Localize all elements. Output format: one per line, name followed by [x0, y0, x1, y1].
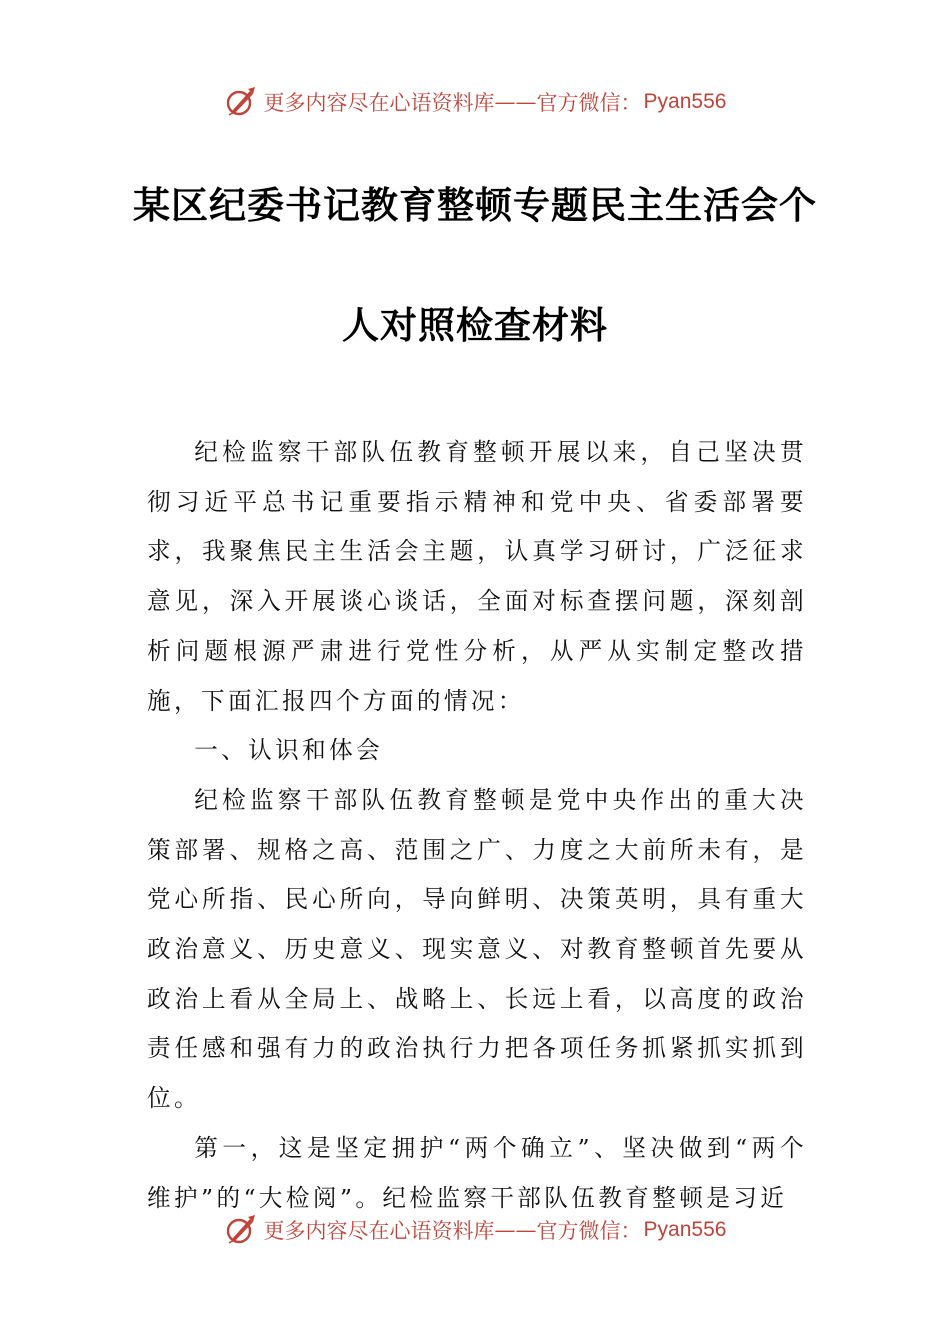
quill-logo-icon [224, 1213, 258, 1247]
watermark-label: 官方微信： [536, 1219, 642, 1243]
watermark-id: Pyan556 [643, 1218, 727, 1241]
document-body [147, 428, 807, 1223]
footer-watermark [0, 1208, 950, 1252]
section-heading-1: 一、认识和体会 [194, 736, 384, 765]
watermark-id: Pyan556 [643, 90, 727, 113]
document-title-line-1: 某区纪委书记教育整顿专题民主生活会个 [133, 183, 817, 227]
paragraph-intro: 纪检监察干部队伍教育整顿开展以来，自己坚决贯彻习近平总书记重要指示精神和党中央、省委部署要求，我聚焦民主生活会主题，认真学习研讨，广泛征求意见，深入开展谈心谈话，全面对标查摆问题，深刻剖析问题根源严肃进行党性分析，从严从实制定整改措施，下面汇报四个方面的情况： [147, 438, 807, 715]
header-watermark [0, 80, 950, 124]
watermark-dash: —— [494, 1218, 537, 1242]
watermark-dash: —— [494, 90, 537, 114]
document-title-line-2: 人对照检查材料 [342, 303, 608, 347]
watermark-main-text: 更多内容尽在心语资料库 [263, 1219, 495, 1243]
quill-logo-icon [224, 85, 258, 119]
watermark-label: 官方微信： [536, 91, 642, 115]
watermark-main-text: 更多内容尽在心语资料库 [263, 91, 495, 115]
paragraph-section-1: 纪检监察干部队伍教育整顿是党中央作出的重大决策部署、规格之高、范围之广、力度之大前所未有，是党心所指、民心所向，导向鲜明、决策英明，具有重大政治意义、历史意义、现实意义、对教育整顿首先要从政治上看从全局上、战略上、长远上看，以高度的政治责任感和强有力的政治执行力把各项任务抓紧抓实抓到位。 [147, 785, 807, 1113]
paragraph-point-1: 第一，这是坚定拥护“两个确立”、坚决做到“两个维护”的“大检阅”。纪检监察干部队伍教育整顿是习近 [147, 1133, 807, 1212]
